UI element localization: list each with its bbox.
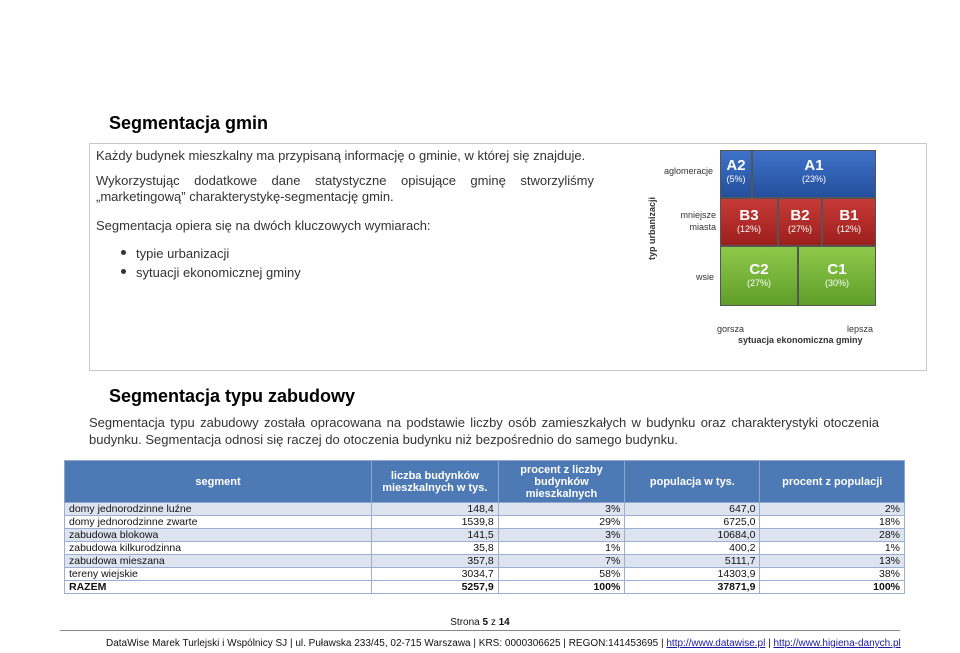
dimension-list: [116, 246, 301, 284]
cell-b2: [778, 198, 822, 246]
cell-procent-populacji: 2%: [760, 503, 905, 516]
x-axis-label: sytuacja ekonomiczna gminy: [738, 335, 863, 345]
cell-segment: domy jednorodzinne luźne: [65, 503, 372, 516]
footer-krs: KRS: 0000306625: [478, 638, 561, 649]
table-row: [65, 568, 905, 581]
cell-a1-label: A1: [804, 157, 824, 174]
footer-sep: |: [660, 638, 664, 649]
cell-c1-label: C1: [827, 261, 847, 278]
footer-address: ul. Puławska 233/45, 02-715 Warszawa: [295, 638, 471, 649]
cell-liczba: 3034,7: [372, 568, 499, 581]
cell-procent-liczby: 3%: [498, 503, 625, 516]
cell-segment: zabudowa kilkurodzinna: [65, 542, 372, 555]
cell-populacja: 400,2: [625, 542, 760, 555]
table-row: [65, 516, 905, 529]
page-current: 5: [482, 617, 489, 628]
cell-populacja: 6725,0: [625, 516, 760, 529]
cell-procent-liczby: 7%: [498, 555, 625, 568]
cell-b3-pct: (12%): [736, 224, 761, 234]
cell-segment: tereny wiejskie: [65, 568, 372, 581]
cell-procent-liczby: 3%: [498, 529, 625, 542]
cell-c2-label: C2: [749, 261, 769, 278]
cell-c2: [720, 246, 798, 306]
row-label-mniejsze: mniejsze: [680, 210, 716, 220]
cell-procent-populacji: 38%: [760, 568, 905, 581]
cell-b1-pct: (12%): [836, 224, 861, 234]
cell-liczba: 357,8: [372, 555, 499, 568]
col-header-liczba: liczba budynków mieszkalnych w tys.: [372, 461, 499, 503]
cell-segment: zabudowa mieszana: [65, 555, 372, 568]
table-row: [65, 542, 905, 555]
cell-segment: zabudowa blokowa: [65, 529, 372, 542]
cell-procent-liczby: 58%: [498, 568, 625, 581]
page-total: 14: [498, 617, 510, 628]
col-header-procent-liczby: procent z liczby budynków mieszkalnych: [498, 461, 625, 503]
row-label-wsie: wsie: [696, 272, 715, 282]
cell-populacja: 10684,0: [625, 529, 760, 542]
page-label-mid: z: [488, 617, 499, 628]
section2-para-line1: Segmentacja typu zabudowy została opracowana na podstawie liczby osób zamieszkałych w budynku oraz charakterystyki otoczenia: [89, 415, 879, 430]
cell-a2-label: A2: [726, 157, 746, 174]
cell-a2-pct: (5%): [726, 174, 746, 184]
section2-para-line2: budynku. Segmentacja odnosi się raczej do otoczenia budynku niż bezpośrednio do samego budynku.: [89, 432, 678, 447]
y-axis-label: typ urbanizacji: [647, 196, 657, 260]
footer-sep: |: [473, 638, 476, 649]
footer-link-datawise[interactable]: http://www.datawise.pl: [666, 638, 766, 649]
col-header-procent-populacji: procent z populacji: [760, 461, 905, 503]
x-low-label: gorsza: [717, 324, 745, 334]
footer-sep: |: [563, 638, 566, 649]
footer-divider: [60, 630, 900, 631]
table-row: [65, 555, 905, 568]
cell-procent-liczby: 100%: [498, 581, 625, 594]
list-item: [116, 265, 301, 284]
cell-procent-liczby: 29%: [498, 516, 625, 529]
cell-liczba: 5257,9: [372, 581, 499, 594]
table-header-row: [65, 461, 905, 503]
footer-company: DataWise Marek Turlejski i Wspólnicy SJ: [106, 638, 288, 649]
cell-procent-populacji: 100%: [760, 581, 905, 594]
cell-populacja: 647,0: [625, 503, 760, 516]
cell-b3: [720, 198, 778, 246]
cell-b1: [822, 198, 876, 246]
cell-procent-populacji: 1%: [760, 542, 905, 555]
cell-a1-pct: (23%): [801, 174, 826, 184]
para1-line2: „marketingową” charakterystykę-segmentację gmin.: [96, 189, 394, 204]
cell-b3-label: B3: [739, 207, 759, 224]
table-row: [65, 503, 905, 516]
cell-procent-populacji: 28%: [760, 529, 905, 542]
cell-liczba: 1539,8: [372, 516, 499, 529]
list-item: [116, 246, 301, 265]
cell-liczba: 148,4: [372, 503, 499, 516]
cell-c1: [798, 246, 876, 306]
list-item-label: typie urbanizacji: [136, 246, 230, 261]
cell-segment: domy jednorodzinne zwarte: [65, 516, 372, 529]
list-item-label: sytuacji ekonomicznej gminy: [136, 265, 301, 280]
table-row-total: [65, 581, 905, 594]
bullet-icon: [121, 250, 126, 255]
cell-c1-pct: (30%): [824, 278, 849, 288]
footer-sep: |: [768, 638, 771, 649]
segment-table: [64, 460, 905, 594]
cell-procent-populacji: 13%: [760, 555, 905, 568]
footer-sep: |: [289, 638, 293, 649]
cell-populacja: 37871,9: [625, 581, 760, 594]
footer-link-higiena[interactable]: http://www.higiena-danych.pl: [773, 638, 901, 649]
footer: [106, 638, 901, 649]
cell-liczba: 141,5: [372, 529, 499, 542]
section-title-segmentacja-gmin: Segmentacja gmin: [109, 113, 269, 133]
para2-text: Segmentacja opiera się na dwóch kluczowych wymiarach:: [96, 218, 431, 233]
col-header-populacja: populacja w tys.: [625, 461, 760, 503]
cell-segment: RAZEM: [65, 581, 372, 594]
col-header-segment: segment: [65, 461, 372, 503]
para1-line1: Wykorzystując dodatkowe dane statystyczne opisujące gminę stworzyliśmy: [96, 173, 594, 188]
table-row: [65, 529, 905, 542]
page-label: Strona: [450, 617, 483, 628]
cell-b1-label: B1: [839, 207, 859, 224]
section-title-segmentacja-zabudowy: Segmentacja typu zabudowy: [109, 386, 356, 406]
bullet-icon: [121, 269, 126, 274]
row-label-aglomeracje: aglomeracje: [664, 166, 714, 176]
intro-text: Każdy budynek mieszkalny ma przypisaną informację o gminie, w której się znajduje.: [96, 148, 586, 163]
row-label-miasta: miasta: [689, 222, 716, 232]
cell-b2-label: B2: [790, 207, 810, 224]
page-number: [0, 617, 960, 628]
cell-a1: [752, 150, 876, 198]
cell-liczba: 35,8: [372, 542, 499, 555]
cell-procent-populacji: 18%: [760, 516, 905, 529]
footer-regon: REGON:141453695: [568, 638, 659, 649]
cell-populacja: 14303,9: [625, 568, 760, 581]
cell-a2: [720, 150, 752, 198]
cell-c2-pct: (27%): [746, 278, 771, 288]
x-high-label: lepsza: [847, 324, 874, 334]
cell-b2-pct: (27%): [787, 224, 812, 234]
cell-procent-liczby: 1%: [498, 542, 625, 555]
cell-populacja: 5111,7: [625, 555, 760, 568]
